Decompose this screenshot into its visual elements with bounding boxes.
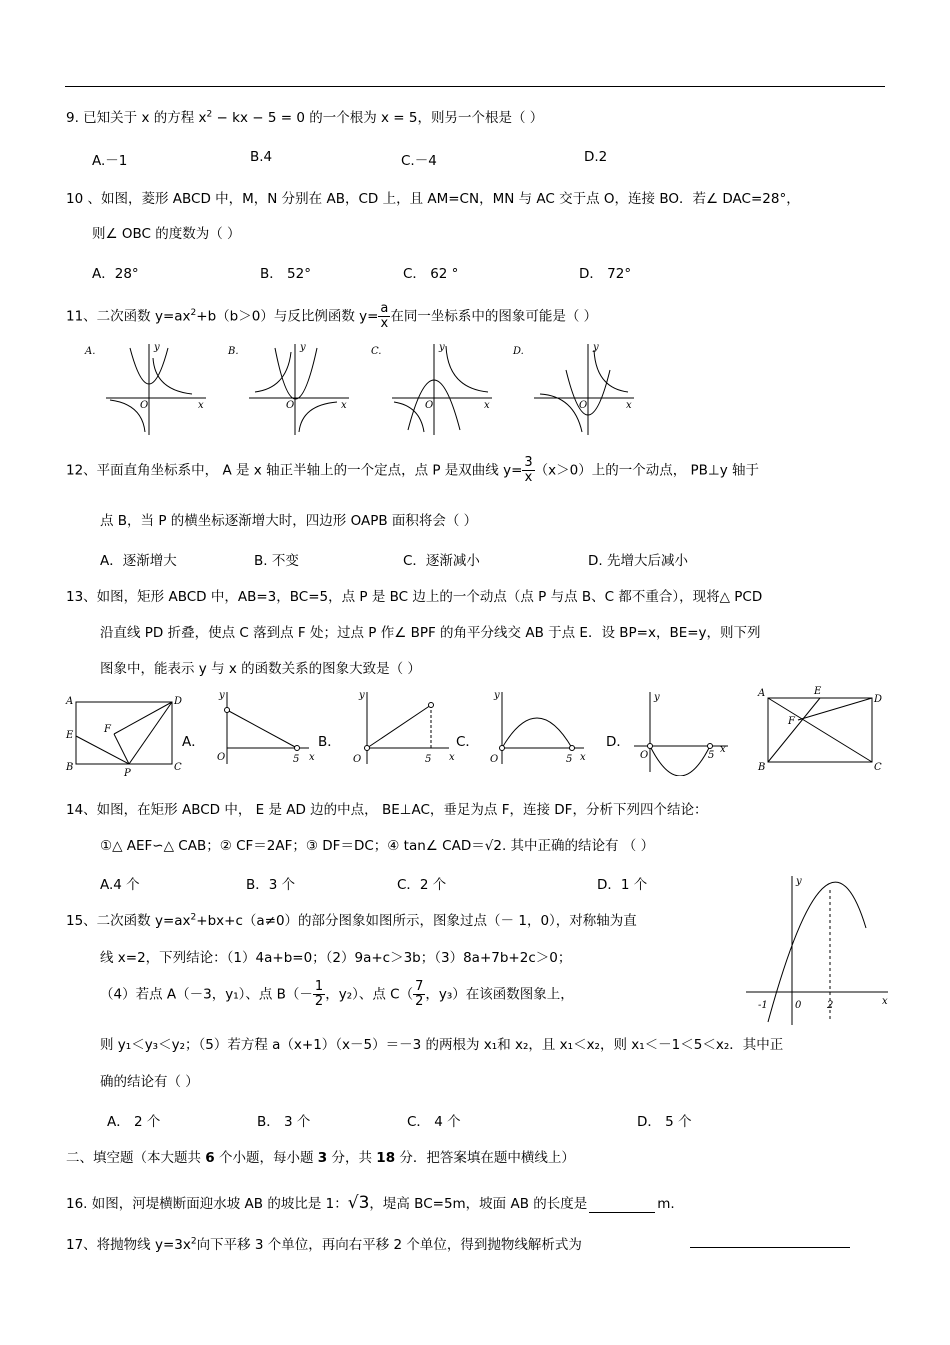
origin-label: O (217, 752, 226, 763)
q16-c: m. (657, 1196, 675, 1212)
q15-option-c[interactable]: C． 4 个 (407, 1114, 461, 1130)
label-y: y (796, 876, 802, 887)
q14-line2-b: . 其中正确的结论有 （ ） (501, 838, 655, 854)
q15-line4: 则 y₁＜y₃＜y₂；（5）若方程 a（x+1）（x－5）＝－3 的两根为 x₁和 x₂，且 x₁＜x₂，则 x₁＜－1＜5＜x₂．其中正 (100, 1037, 784, 1053)
open-point (648, 744, 653, 749)
q15-frac1-num: 1 (314, 979, 324, 994)
label-zero: 0 (795, 1000, 802, 1011)
q14-line2-a: ①△ AEF∽△ CAB；② CF＝2AF；③ DF＝DC；④ tan∠ CAD＝ (100, 838, 485, 854)
q17-b: 向下平移 3 个单位，再向右平移 2 个单位，得到抛物线解析式为 (196, 1237, 582, 1253)
q12-stem (66, 456, 759, 485)
open-point (225, 708, 230, 713)
label-d: D (174, 696, 183, 707)
q15-graph (740, 870, 895, 1028)
q14-rectangle-figure (752, 686, 884, 774)
label-b: B (66, 762, 74, 773)
q10-option-b[interactable]: B． 52° (260, 266, 311, 282)
hyperbola-branch (540, 394, 582, 432)
origin-label: O (140, 400, 149, 411)
section2-heading (66, 1146, 575, 1166)
section2-b: 个小题，每小题 (214, 1150, 318, 1166)
q15-line3-b: ，y₂）、点 C（ (325, 986, 414, 1003)
q11-graph-a-label: A. (85, 346, 96, 357)
q15-option-b[interactable]: B． 3 个 (257, 1114, 311, 1130)
q12-line2: 点 B，当 P 的横坐标逐渐增大时，四边形 OAPB 面积将会（ ） (100, 513, 478, 529)
q12-option-c[interactable]: C．逐渐减小 (403, 553, 480, 569)
q13-graph-a[interactable] (205, 688, 315, 770)
origin-label: O (640, 750, 649, 761)
q13-graph-b[interactable] (345, 688, 455, 770)
open-point (295, 746, 300, 751)
section2-c: 分，共 (327, 1150, 377, 1166)
q11-frac-den: x (380, 316, 389, 331)
diagonal-ac (768, 698, 872, 762)
q13-rectangle-figure (62, 690, 187, 778)
q11-frac-num: a (380, 301, 389, 316)
q11-stem-a: 11、二次函数 y=ax (66, 308, 191, 325)
label-two: 2 (827, 1000, 834, 1011)
q12-frac-den: x (524, 470, 533, 485)
segment-df (798, 698, 872, 720)
open-point (429, 703, 434, 708)
y-label: y (359, 690, 365, 701)
parabola-down (502, 718, 572, 748)
open-point (365, 746, 370, 751)
q12-option-a[interactable]: A．逐渐增大 (100, 553, 177, 569)
open-point (500, 746, 505, 751)
q11-graph-c-label: C. (371, 346, 382, 357)
q13-graph-d[interactable] (628, 688, 738, 776)
q17-a: 17、将抛物线 y=3x (66, 1237, 191, 1253)
y-label: y (300, 342, 306, 353)
q15-line3 (100, 980, 574, 1009)
q14-option-c[interactable]: C．2 个 (397, 877, 447, 893)
hyperbola-branch (594, 350, 628, 392)
graph-line (227, 710, 297, 748)
x-label: x (341, 400, 347, 411)
q15-frac-half (313, 980, 325, 1009)
hyperbola-branch (153, 358, 192, 394)
q14-line2 (100, 834, 654, 854)
q9-option-d[interactable]: D.2 (584, 149, 608, 165)
label-a: A (66, 696, 74, 707)
top-rule (65, 86, 885, 87)
q17-exp: 2 (190, 1236, 197, 1247)
q11-fraction (378, 302, 390, 331)
q9-stem-a: 9. 已知关于 x 的方程 x (66, 110, 207, 126)
q13-option-d[interactable]: D． (606, 734, 630, 750)
q15-frac2-num: 7 (415, 979, 424, 994)
q15-frac1-den: 2 (314, 994, 324, 1009)
segment-ep (76, 736, 129, 764)
label-x: x (882, 996, 888, 1007)
section2-n2: 3 (317, 1150, 328, 1166)
q10-line1: 10 、如图，菱形 ABCD 中，M，N 分别在 AB，CD 上，且 AM=CN，MN 与 AC 交于点 O，连接 BO．若∠ DAC=28°， (66, 191, 800, 207)
q15-frac-seven-half (413, 980, 425, 1009)
q11-graph-c[interactable] (368, 340, 498, 438)
label-d: D (874, 694, 883, 705)
q11-graph-b[interactable] (225, 340, 355, 438)
label-a: A (758, 688, 766, 699)
q15-line1 (66, 909, 637, 929)
parabola-up (650, 746, 710, 776)
y-label: y (154, 342, 160, 353)
x-label: x (309, 752, 315, 763)
parabola (275, 348, 317, 399)
hyperbola-branch (255, 352, 291, 392)
x-label: x (449, 752, 455, 763)
q12-frac-num: 3 (524, 455, 533, 470)
segment-be (768, 698, 820, 762)
graph-line (367, 705, 431, 748)
q12-option-b[interactable]: B. 不变 (254, 553, 299, 569)
q16-stem (66, 1192, 675, 1213)
q11-graph-b-label: B. (228, 346, 239, 357)
y-label: y (219, 690, 225, 701)
q15-exp: 2 (190, 912, 197, 923)
section2-n3: 18 (376, 1150, 396, 1166)
q15-frac2-den: 2 (415, 994, 424, 1009)
q16-sqrt: √3 (347, 1193, 370, 1213)
q15-line3-c: ，y₃）在该函数图象上， (425, 986, 574, 1003)
q13-option-a[interactable]: A． (182, 734, 205, 750)
section2-a: 二、填空题（本大题共 (66, 1150, 206, 1166)
y-label: y (593, 342, 599, 353)
q14-option-a[interactable]: A.4 个 (100, 877, 140, 893)
q14-sqrt: √2 (484, 838, 502, 854)
label-f: F (788, 716, 795, 727)
label-p: P (124, 768, 131, 778)
y-label: y (654, 692, 660, 703)
label-b: B (758, 762, 766, 773)
label-e: E (814, 686, 822, 697)
q11-stem (66, 302, 597, 331)
section2-n1: 6 (205, 1150, 215, 1166)
q12-fraction (522, 456, 534, 485)
q11-graph-d-label: D. (513, 346, 524, 357)
q10-option-d[interactable]: D． 72° (579, 266, 632, 282)
q13-line2: 沿直线 PD 折叠，使点 C 落到点 F 处；过点 P 作∠ BPF 的角平分线交 AB 于点 E．设 BP=x，BE=y，则下列 (100, 625, 761, 641)
q15-option-d[interactable]: D． 5 个 (637, 1114, 692, 1130)
five-label: 5 (425, 754, 432, 765)
open-point (570, 746, 575, 751)
origin-label: O (490, 754, 499, 765)
y-label: y (494, 690, 500, 701)
q15-option-a[interactable]: A． 2 个 (107, 1114, 161, 1130)
q15-line1-a: 15、二次函数 y=ax (66, 913, 191, 929)
q11-graph-d[interactable] (510, 340, 640, 438)
q9-option-c[interactable]: C.－4 (401, 153, 437, 169)
five-label: 5 (566, 754, 573, 765)
q10-option-a[interactable]: A．28° (92, 266, 139, 282)
label-f: F (104, 724, 111, 735)
q9-stem-b: − kx − 5 = 0 的一个根为 x = 5，则另一个根是（ ） (212, 110, 544, 126)
q15-line3-a: （4）若点 A（－3，y₁）、点 B（－ (100, 986, 313, 1003)
x-label: x (484, 400, 490, 411)
q15-line1-b: +bx+c（a≠0）的部分图象如图所示，图象过点（－ 1，0），对称轴为直 (196, 913, 637, 929)
q16-b: ，堤高 BC=5m，坡面 AB 的长度是 (369, 1196, 588, 1212)
parabola (768, 882, 866, 1022)
origin-label: O (353, 754, 362, 765)
q13-option-b[interactable]: B． (318, 734, 341, 750)
origin-label: O (579, 400, 588, 411)
q13-option-c[interactable]: C． (456, 734, 479, 750)
x-label: x (626, 400, 632, 411)
q15-line2: 线 x=2，下列结论：（1）4a+b=0；（2）9a+c＞3b；（3）8a+7b+2c＞0； (100, 950, 572, 966)
q10-option-c[interactable]: C． 62 ° (403, 266, 459, 282)
q13-line3: 图象中，能表示 y 与 x 的函数关系的图象大致是（ ） (100, 661, 421, 677)
q15-line5: 确的结论有（ ） (100, 1074, 199, 1090)
x-label: x (198, 400, 204, 411)
segment-fd (114, 702, 172, 734)
hyperbola-branch (299, 402, 337, 432)
open-point (708, 744, 713, 749)
label-c: C (174, 762, 182, 773)
q9-option-b[interactable]: B.4 (250, 149, 273, 165)
q11-stem-c: 在同一坐标系中的图象可能是（ ） (390, 308, 598, 325)
q9-exp: 2 (206, 109, 213, 120)
q12-option-d[interactable]: D. 先增大后减小 (588, 553, 688, 569)
q12-stem-b: （x＞0）上的一个动点， PB⊥y 轴于 (534, 462, 759, 479)
q13-graph-c[interactable] (480, 688, 590, 770)
q16-a: 16. 如图，河堤横断面迎水坡 AB 的坡比是 1： (66, 1196, 348, 1212)
q13-line1: 13、如图，矩形 ABCD 中，AB=3，BC=5，点 P 是 BC 边上的一个动点（点 P 与点 B、C 都不重合），现将△ PCD (66, 589, 763, 605)
x-label: x (580, 752, 586, 763)
label-e: E (66, 730, 74, 741)
label-c: C (874, 762, 882, 773)
q17-answer-blank[interactable] (690, 1232, 850, 1248)
label-neg1: -1 (758, 1000, 768, 1011)
q11-graph-a[interactable] (82, 340, 212, 438)
segment-pd (129, 702, 172, 764)
origin-label: O (286, 400, 295, 411)
five-label: 5 (708, 750, 715, 761)
x-label: x (720, 744, 726, 755)
hyperbola-branch (446, 346, 488, 392)
q9-stem (66, 106, 543, 126)
q11-exp: 2 (190, 308, 197, 318)
section2-d: 分．把答案填在题中横线上） (395, 1150, 575, 1166)
q14-option-d[interactable]: D．1 个 (597, 877, 648, 893)
q9-option-a[interactable]: A.－1 (92, 153, 128, 169)
origin-label: O (425, 400, 434, 411)
q12-stem-a: 12、平面直角坐标系中， A 是 x 轴正半轴上的一个定点，点 P 是双曲线 y= (66, 462, 523, 479)
q14-line1: 14、如图，在矩形 ABCD 中， E 是 AD 边的中点， BE⊥AC，垂足为点 F，连接 DF，分析下列四个结论： (66, 802, 708, 818)
q10-line2: 则∠ OBC 的度数为（ ） (92, 226, 241, 242)
y-label: y (439, 342, 445, 353)
q14-option-b[interactable]: B．3 个 (246, 877, 296, 893)
q17-stem (66, 1233, 582, 1253)
five-label: 5 (293, 754, 300, 765)
q11-stem-b: +b（b＞0）与反比例函数 y= (196, 308, 379, 325)
q16-answer-blank[interactable] (589, 1196, 655, 1213)
